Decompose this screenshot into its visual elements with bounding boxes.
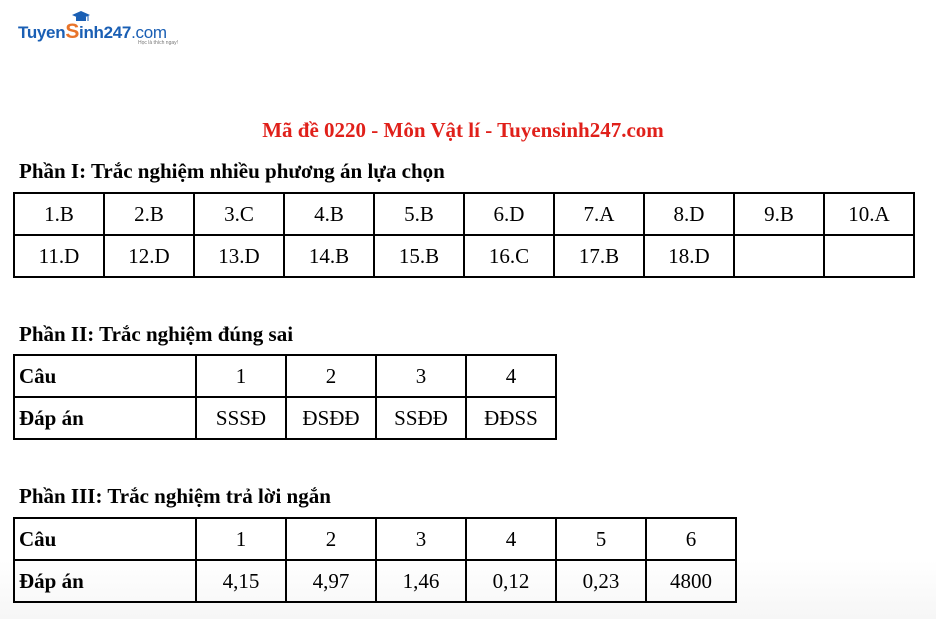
answer-cell [734,235,824,277]
table-row [14,397,556,439]
answer-cell: 4,15 [196,560,286,602]
table-row [14,518,736,560]
question-number-cell: 2 [286,355,376,397]
answer-cell: 11.D [14,235,104,277]
answer-cell: SSSĐ [196,397,286,439]
part2-heading: Phần II: Trắc nghiệm đúng sai [19,322,294,346]
table-row [14,193,914,235]
question-number-cell: 1 [196,518,286,560]
answer-cell: 4,97 [286,560,376,602]
logo-part-domain: .com [131,23,167,42]
part3-heading: Phần III: Trắc nghiệm trả lời ngắn [19,484,331,508]
answer-header-label: Đáp án [14,560,196,602]
answer-cell: 6.D [464,193,554,235]
question-header-label: Câu [14,355,196,397]
question-number-cell: 2 [286,518,376,560]
answer-cell: ĐĐSS [466,397,556,439]
question-number-cell: 6 [646,518,736,560]
answer-cell: 4.B [284,193,374,235]
logo-part-s: S [65,20,80,43]
part3-answer-table [13,517,737,603]
answer-cell: 4800 [646,560,736,602]
logo-tagline: Học là thích ngay! [138,40,179,46]
question-number-cell: 4 [466,355,556,397]
answer-cell: 8.D [644,193,734,235]
question-number-cell: 4 [466,518,556,560]
answer-cell: 18.D [644,235,734,277]
table-row [14,355,556,397]
answer-cell [824,235,914,277]
answer-cell: 1,46 [376,560,466,602]
logo-part-main: Tuyen [18,23,66,42]
table-row [14,560,736,602]
answer-cell: 14.B [284,235,374,277]
answer-cell: 9.B [734,193,824,235]
answer-cell: 15.B [374,235,464,277]
question-number-cell: 3 [376,518,466,560]
answer-cell: 0,23 [556,560,646,602]
answer-cell: ĐSĐĐ [286,397,376,439]
answer-header-label: Đáp án [14,397,196,439]
question-number-cell: 5 [556,518,646,560]
part2-answer-table [13,354,557,440]
part1-heading: Phần I: Trắc nghiệm nhiều phương án lựa chọn [19,159,445,183]
part1-answer-table [13,192,915,278]
answer-cell: 2.B [104,193,194,235]
page-title: Mã đề 0220 - Môn Vật lí - Tuyensinh247.com [262,118,664,142]
answer-cell: 17.B [554,235,644,277]
table-row [14,235,914,277]
answer-cell: 10.A [824,193,914,235]
answer-cell: 7.A [554,193,644,235]
answer-cell: 1.B [14,193,104,235]
question-number-cell: 1 [196,355,286,397]
answer-cell: 0,12 [466,560,556,602]
answer-cell: 5.B [374,193,464,235]
answer-cell: 3.C [194,193,284,235]
answer-cell: 13.D [194,235,284,277]
question-header-label: Câu [14,518,196,560]
logo-part-rest: inh247 [79,23,132,42]
brand-logo[interactable] [18,9,193,49]
answer-cell: 16.C [464,235,554,277]
question-number-cell: 3 [376,355,466,397]
answer-cell: 12.D [104,235,194,277]
answer-cell: SSĐĐ [376,397,466,439]
